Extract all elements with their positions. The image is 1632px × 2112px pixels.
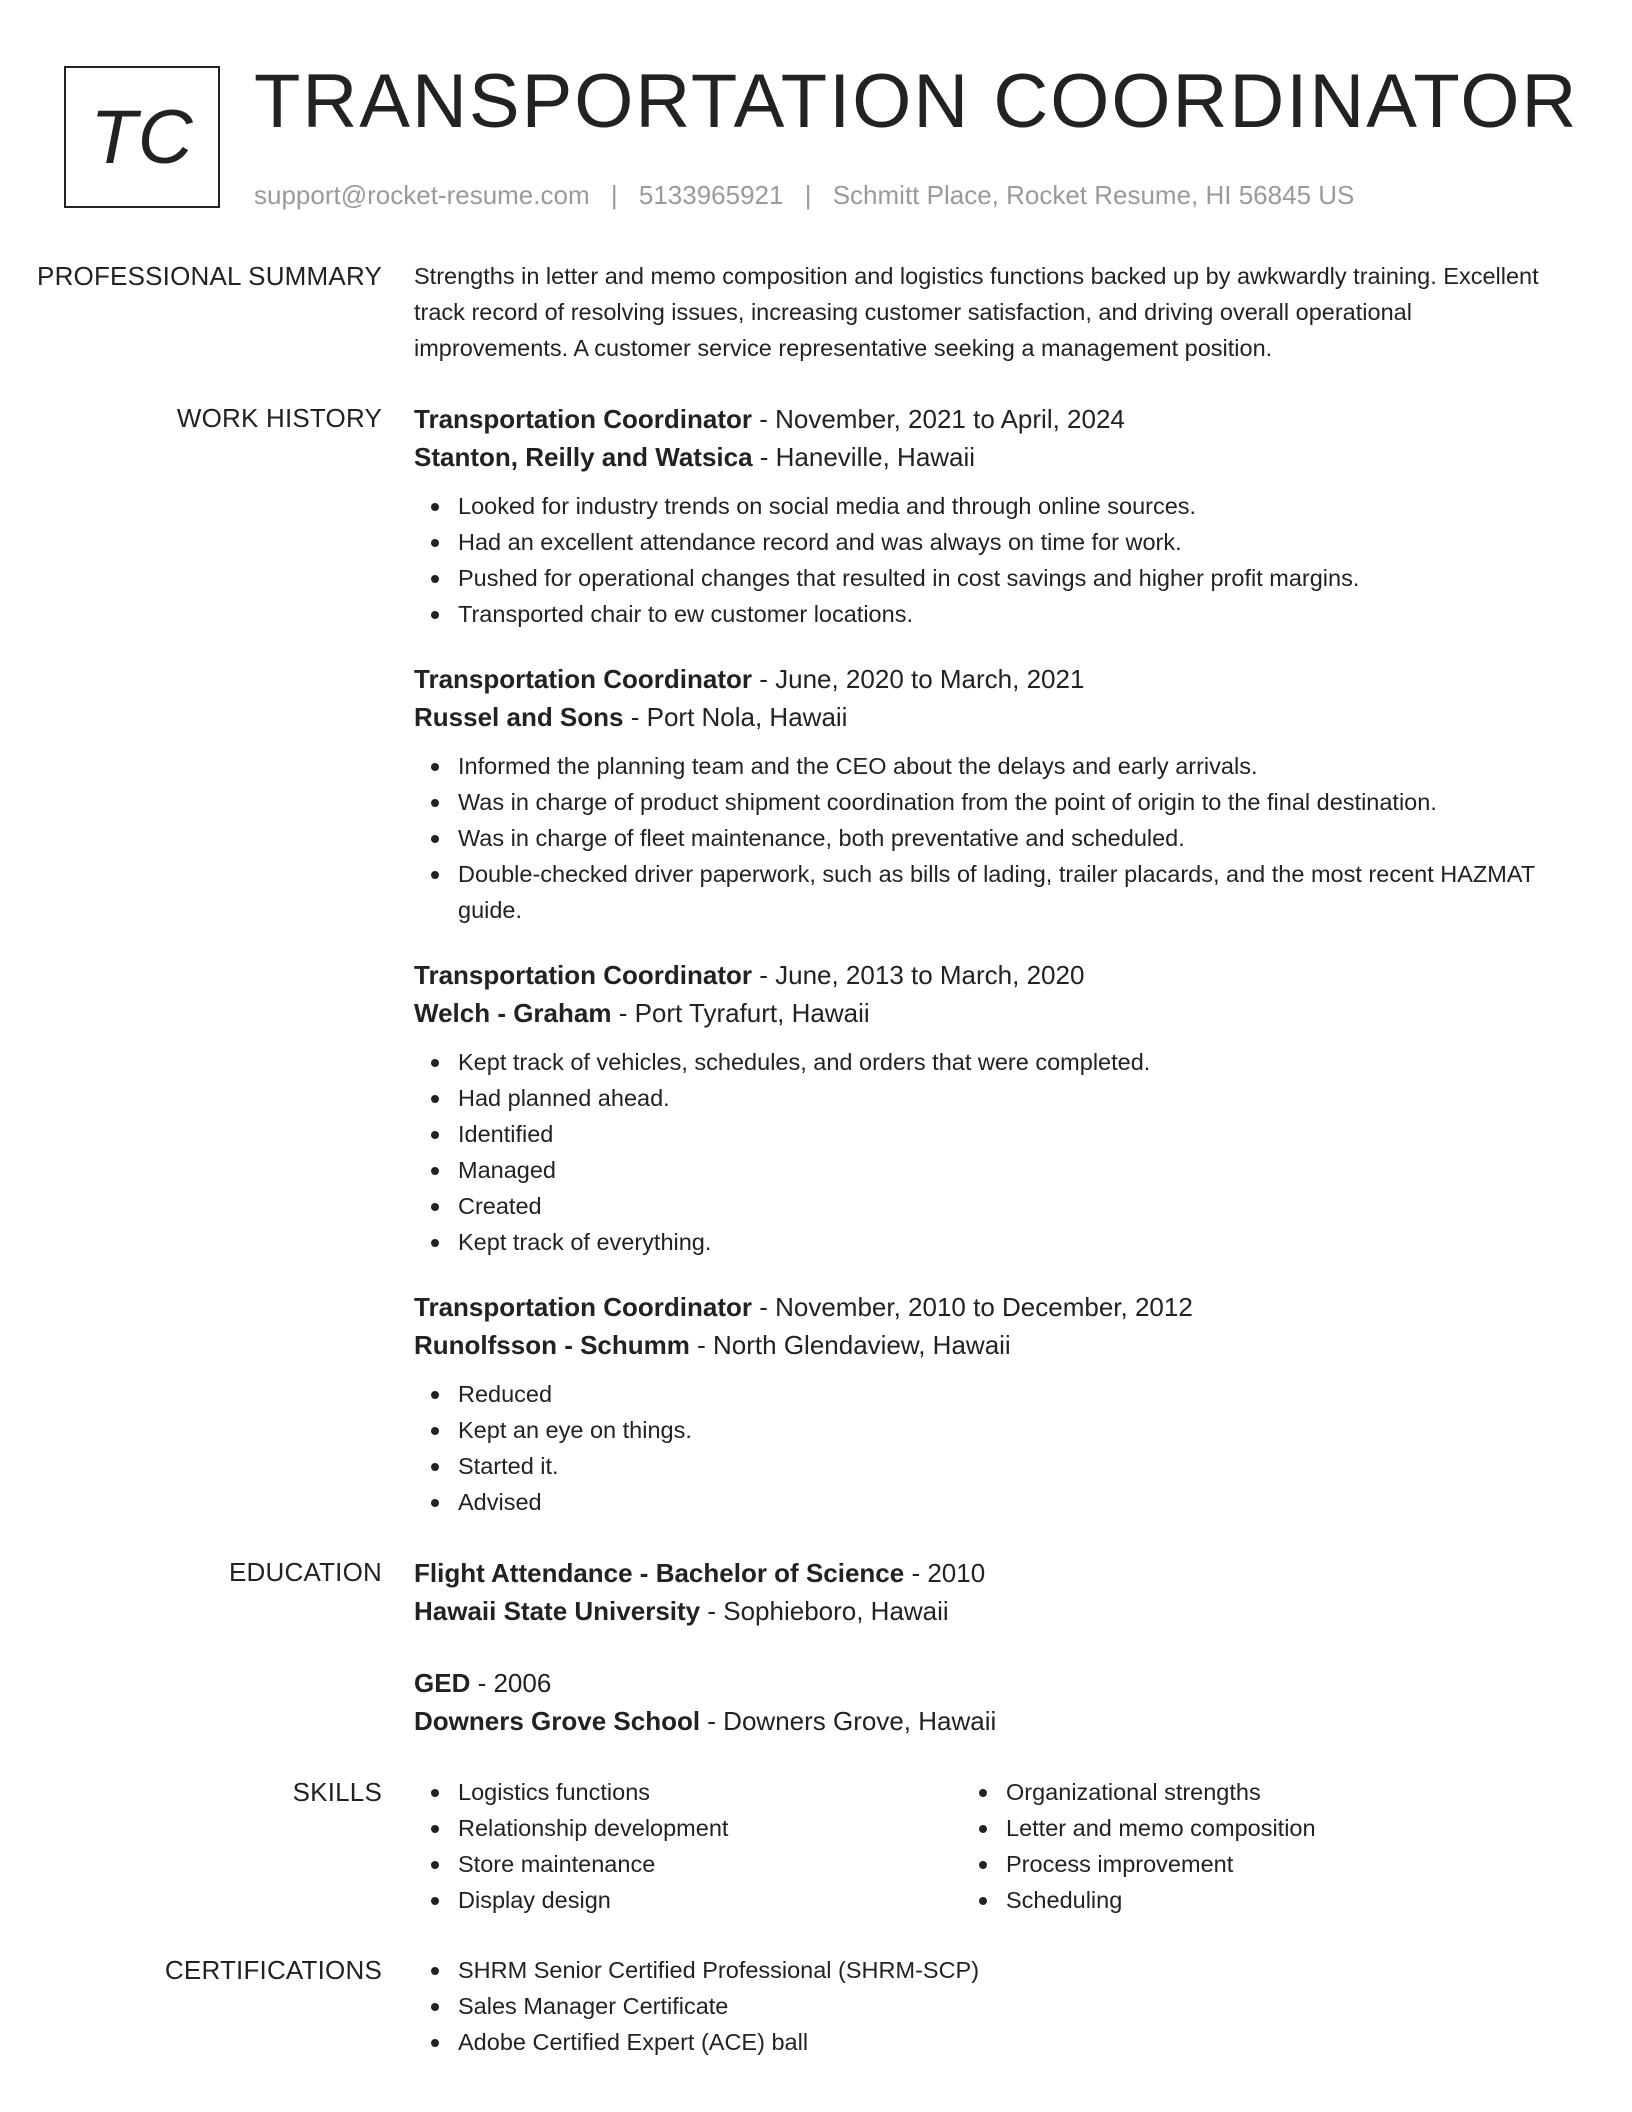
job-bullet: Created [458, 1188, 1544, 1224]
job-company-line [414, 1326, 1544, 1364]
skill-item: Letter and memo composition [1006, 1810, 1510, 1846]
degree-year: - 2006 [470, 1668, 552, 1698]
degree-line [414, 1664, 1544, 1702]
job-location: - Port Tyrafurt, Hawaii [611, 998, 870, 1028]
job-bullet: Had planned ahead. [458, 1080, 1544, 1116]
skills-list [962, 1774, 1510, 1918]
job-bullet: Pushed for operational changes that resulted in cost savings and higher profit margins. [458, 560, 1544, 596]
section-label-skills: SKILLS [292, 1777, 382, 1807]
school-line [414, 1702, 1544, 1740]
certifications-section [0, 1952, 1632, 2060]
job-entry [414, 1288, 1544, 1520]
job-bullets [414, 748, 1544, 928]
summary-text: Strengths in letter and memo composition and logistics functions backed up by awkwardly training. Excellent track record of resolving issues, increasing customer satisfaction, and driving overall operational improvements. A customer service representative seeking a management position. [414, 263, 1539, 361]
school-line [414, 1592, 1544, 1630]
job-dates: - June, 2020 to March, 2021 [752, 664, 1085, 694]
job-title-line [414, 400, 1544, 438]
contact-separator: | [610, 180, 618, 210]
skills-section [0, 1774, 1632, 1918]
certifications-body [414, 1952, 1544, 2060]
job-bullet: Was in charge of fleet maintenance, both preventative and scheduled. [458, 820, 1544, 856]
job-entry [414, 956, 1544, 1260]
resume-header [254, 58, 1579, 211]
skill-item: Organizational strengths [1006, 1774, 1510, 1810]
job-bullet: Identified [458, 1116, 1544, 1152]
skills-body [414, 1774, 1544, 1918]
job-bullet: Was in charge of product shipment coordination from the point of origin to the final destination. [458, 784, 1544, 820]
job-entry [414, 400, 1544, 632]
job-title: Transportation Coordinator [414, 960, 752, 990]
skills-list [414, 1774, 962, 1918]
summary-section [0, 258, 1632, 366]
certification-item: SHRM Senior Certified Professional (SHRM-SCP) [458, 1952, 1544, 1988]
skills-grid [414, 1774, 1544, 1918]
contact-line [254, 180, 1574, 211]
contact-separator: | [804, 180, 812, 210]
skill-item: Relationship development [458, 1810, 962, 1846]
job-company: Russel and Sons [414, 702, 624, 732]
education-entry [414, 1664, 1544, 1740]
resume-sections [0, 258, 1632, 2094]
job-company: Stanton, Reilly and Watsica [414, 442, 753, 472]
job-bullet: Double-checked driver paperwork, such as bills of lading, trailer placards, and the most recent HAZMAT guide. [458, 856, 1544, 928]
job-dates: - November, 2021 to April, 2024 [752, 404, 1125, 434]
skill-item: Display design [458, 1882, 962, 1918]
job-bullet: Reduced [458, 1376, 1544, 1412]
page-title: TRANSPORTATION COORDINATOR [254, 59, 1579, 144]
school-location: - Sophieboro, Hawaii [700, 1596, 949, 1626]
job-company-line [414, 698, 1544, 736]
job-title-line [414, 660, 1544, 698]
section-label-certifications: CERTIFICATIONS [164, 1955, 382, 1985]
job-company: Welch - Graham [414, 998, 612, 1028]
summary-body [414, 258, 1544, 366]
job-bullet: Transported chair to ew customer locations. [458, 596, 1544, 632]
degree-line [414, 1554, 1544, 1592]
degree-year: - 2010 [904, 1558, 986, 1588]
section-label-education: EDUCATION [229, 1557, 382, 1587]
job-bullets [414, 1044, 1544, 1260]
job-title-line [414, 1288, 1544, 1326]
skills-column-left [414, 1774, 962, 1918]
skill-item: Process improvement [1006, 1846, 1510, 1882]
school-name: Downers Grove School [414, 1706, 701, 1736]
education-body [414, 1554, 1544, 1740]
job-entry [414, 660, 1544, 928]
job-location: - North Glendaview, Hawaii [689, 1330, 1011, 1360]
job-company: Runolfsson - Schumm [414, 1330, 690, 1360]
job-bullets [414, 488, 1544, 632]
skill-item: Store maintenance [458, 1846, 962, 1882]
school-name: Hawaii State University [414, 1596, 701, 1626]
job-bullet: Kept track of vehicles, schedules, and orders that were completed. [458, 1044, 1544, 1080]
work-history-body [414, 400, 1544, 1520]
monogram-text: TC [90, 94, 194, 180]
job-title-line [414, 956, 1544, 994]
job-location: - Haneville, Hawaii [752, 442, 976, 472]
job-title: Transportation Coordinator [414, 404, 752, 434]
skill-item: Logistics functions [458, 1774, 962, 1810]
section-label-work-history: WORK HISTORY [176, 403, 382, 433]
certification-item: Sales Manager Certificate [458, 1988, 1544, 2024]
job-bullet: Had an excellent attendance record and was always on time for work. [458, 524, 1544, 560]
job-bullet: Looked for industry trends on social media and through online sources. [458, 488, 1544, 524]
skills-column-right [962, 1774, 1510, 1918]
education-section [0, 1554, 1632, 1740]
job-bullet: Kept an eye on things. [458, 1412, 1544, 1448]
job-bullet: Informed the planning team and the CEO about the delays and early arrivals. [458, 748, 1544, 784]
job-dates: - June, 2013 to March, 2020 [752, 960, 1085, 990]
job-dates: - November, 2010 to December, 2012 [752, 1292, 1193, 1322]
job-title: Transportation Coordinator [414, 664, 752, 694]
job-bullet: Started it. [458, 1448, 1544, 1484]
monogram-logo [64, 66, 220, 208]
contact-email: support@rocket-resume.com [254, 180, 590, 210]
contact-phone: 5133965921 [638, 180, 784, 210]
job-bullets [414, 1376, 1544, 1520]
certification-item: Adobe Certified Expert (ACE) ball [458, 2024, 1544, 2060]
degree-name: GED [414, 1668, 471, 1698]
skill-item: Scheduling [1006, 1882, 1510, 1918]
work-history-section [0, 400, 1632, 1520]
degree-name: Flight Attendance - Bachelor of Science [414, 1558, 905, 1588]
certifications-list [414, 1952, 1544, 2060]
job-title: Transportation Coordinator [414, 1292, 752, 1322]
job-company-line [414, 994, 1544, 1032]
job-bullet: Advised [458, 1484, 1544, 1520]
job-company-line [414, 438, 1544, 476]
school-location: - Downers Grove, Hawaii [700, 1706, 997, 1736]
job-location: - Port Nola, Hawaii [623, 702, 848, 732]
contact-address: Schmitt Place, Rocket Resume, HI 56845 US [832, 180, 1355, 210]
job-bullet: Kept track of everything. [458, 1224, 1544, 1260]
job-bullet: Managed [458, 1152, 1544, 1188]
section-label-summary: PROFESSIONAL SUMMARY [37, 261, 382, 291]
education-entry [414, 1554, 1544, 1630]
